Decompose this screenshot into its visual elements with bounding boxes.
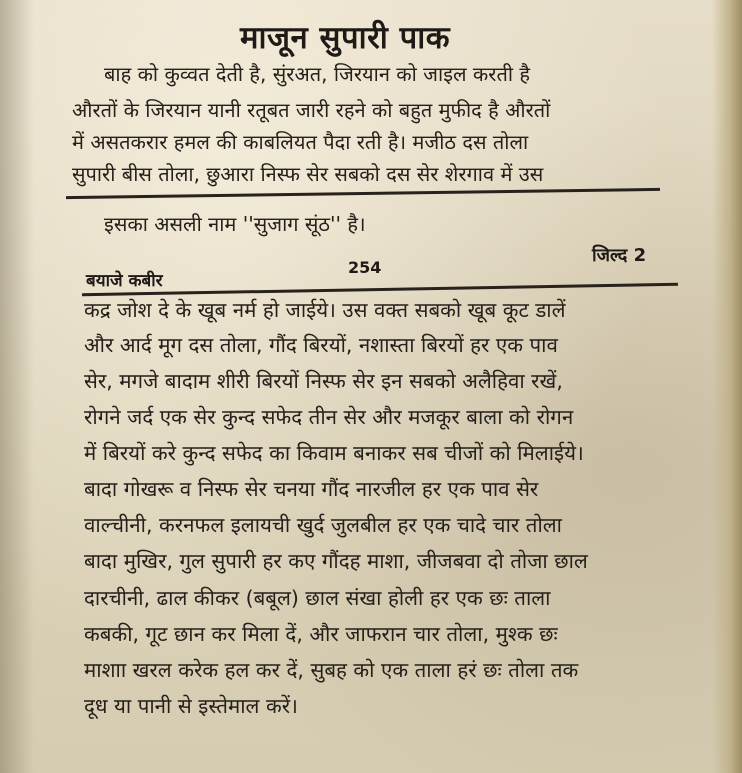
text-line: बाह को कुव्वत देती है, सुंरअत, जिरयान को जाइल करती है: [104, 62, 531, 86]
text-line: रोगने जर्द एक सेर कुन्द सफेद तीन सेर और मजकूर बाला को रोगन: [84, 405, 574, 429]
running-header-left: बयाजे कबीर: [86, 271, 163, 291]
divider-rule: [66, 188, 660, 199]
page-number: 254: [348, 258, 382, 277]
page-gutter-shadow: [0, 0, 34, 773]
header-rule: [82, 283, 678, 296]
text-line: बादा गोखरू व निस्फ सेर चनया गौंद नारजील हर एक पाव सेर: [84, 477, 539, 501]
text-line: और आर्द मूग दस तोला, गौंद बिरयों, नशास्ता बिरयों हर एक पाव: [84, 333, 558, 357]
text-line: सेर, मगजे बादाम शीरी बिरयों निस्फ सेर इन सबको अलैहिवा रखें,: [84, 369, 563, 393]
page-edge: [712, 0, 742, 773]
text-line: कबकी, गूट छान कर मिला दें, और जाफरान चार तोला, मुश्क छः: [84, 622, 558, 646]
text-line: में बिरयों करे कुन्द सफेद का किवाम बनाकर सब चीजों को मिलाईये।: [84, 441, 584, 465]
text-line: औरतों के जिरयान यानी रतूबत जारी रहने को बहुत मुफीद है औरतों: [72, 98, 551, 122]
page-title: माजून सुपारी पाक: [239, 20, 451, 56]
text-line: दारचीनी, ढाल कीकर (बबूल) छाल संखा होली हर एक छः ताला: [84, 586, 551, 610]
text-line: माशाा खरल करेक हल कर दें, सुबह को एक ताला हरं छः तोला तक: [84, 658, 579, 682]
text-line: बादा मुखिर, गुल सुपारी हर कए गौंदह माशा, जीजबवा दो तोजा छाल: [84, 549, 588, 573]
text-line: वाल्चीनी, करनफल इलायची खुर्द जुलबील हर एक चादे चार तोला: [84, 513, 562, 537]
text-line: सुपारी बीस तोला, छुआरा निस्फ सेर सबको दस सेर शेरगाव में उस: [72, 162, 544, 186]
text-line: कद्र जोश दे के खूब नर्म हो जाईये। उस वक्त सबको खूब कूट डालें: [84, 298, 566, 322]
text-line: दूध या पानी से इस्तेमाल करें।: [84, 694, 298, 718]
text-line: में असतकरार हमल की काबलियत पैदा रती है। मजीठ दस तोला: [72, 130, 529, 154]
running-header-right: जिल्द 2: [592, 245, 647, 266]
note-line: इसका असली नाम ''सुजाग सूंठ'' है।: [104, 212, 366, 236]
